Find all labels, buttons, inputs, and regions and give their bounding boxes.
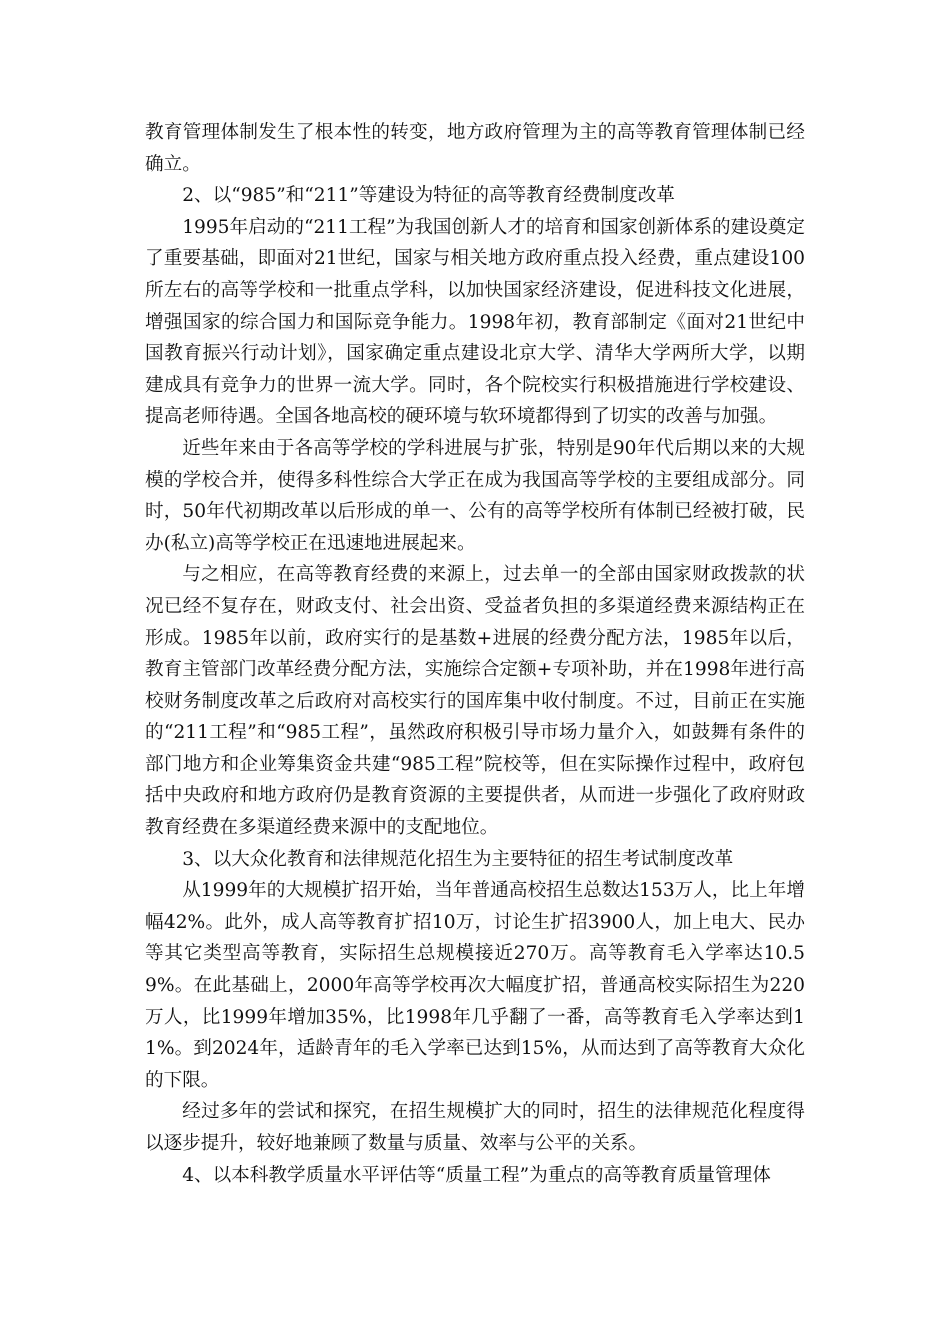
paragraph: 经过多年的尝试和探究，在招生规模扩大的同时，招生的法律规范化程度得以逐步提升，较好地兼顾了数量与质量、效率与公平的关系。: [145, 1101, 805, 1154]
section-heading-3: 3、以大众化教育和法律规范化招生为主要特征的招生考试制度改革: [182, 848, 734, 870]
paragraph: 近些年来由于各高等学校的学科进展与扩张，特别是90年代后期以来的大规模的学校合并，使得多科性综合大学正在成为我国高等学校的主要组成部分。同时，50年代初期改革以后形成的单一、公有的高等学校所有体制已经被打破，民办(私立)高等学校正在迅速地进展起来。: [145, 437, 805, 554]
paragraph: 从1999年的大规模扩招开始，当年普通高校招生总数达153万人，比上年增幅42%。此外，成人高等教育扩招10万，讨论生扩招3900人，加上电大、民办等其它类型高等教育，实际招生总规模接近270万。高等教育毛入学率达10.59%。在此基础上，2000年高等学校再次大幅度扩招，普通高校实际招生为220万人，比1999年增加35%，比1998年几乎翻了一番，高等教育毛入学率达到11%。到2024年，适龄青年的毛入学率已达到15%，从而达到了高等教育大众化的下限。: [145, 880, 805, 1091]
paragraph: 与之相应，在高等教育经费的来源上，过去单一的全部由国家财政拨款的状况已经不复存在，财政支付、社会出资、受益者负担的多渠道经费来源结构正在形成。1985年以前，政府实行的是基数+进展的经费分配方法，1985年以后，教育主管部门改革经费分配方法，实施综合定额+专项补助，并在1998年进行高校财务制度改革之后政府对高校实行的国库集中收付制度。不过，目前正在实施的“211工程”和“985工程”，虽然政府积极引导市场力量介入，如鼓舞有条件的部门地方和企业筹集资金共建“985工程”院校等，但在实际操作过程中，政府包括中央政府和地方政府仍是教育资源的主要提供者，从而进一步强化了政府财政教育经费在多渠道经费来源中的支配地位。: [145, 564, 805, 839]
document-body: [145, 117, 805, 1191]
paragraph: 1995年启动的“211工程”为我国创新人才的培育和国家创新体系的建设奠定了重要基础，即面对21世纪，国家与相关地方政府重点投入经费，重点建设100所左右的高等学校和一批重点学科，以加快国家经济建设，促进科技文化进展，增强国家的综合国力和国际竞争能力。1998年初，教育部制定《面对21世纪中国教育振兴行动计划》，国家确定重点建设北京大学、清华大学两所大学，以期建成具有竞争力的世界一流大学。同时，各个院校实行积极措施进行学校建设、提高老师待遇。全国各地高校的硬环境与软环境都得到了切实的改善与加强。: [145, 216, 805, 428]
section-heading-2: 2、以“985”和“211”等建设为特征的高等教育经费制度改革: [182, 185, 675, 207]
paragraph: 教育管理体制发生了根本性的转变，地方政府管理为主的高等教育管理体制已经确立。: [145, 122, 805, 175]
section-heading-4: 4、以本科教学质量水平评估等“质量工程”为重点的高等教育质量管理体: [182, 1164, 771, 1186]
